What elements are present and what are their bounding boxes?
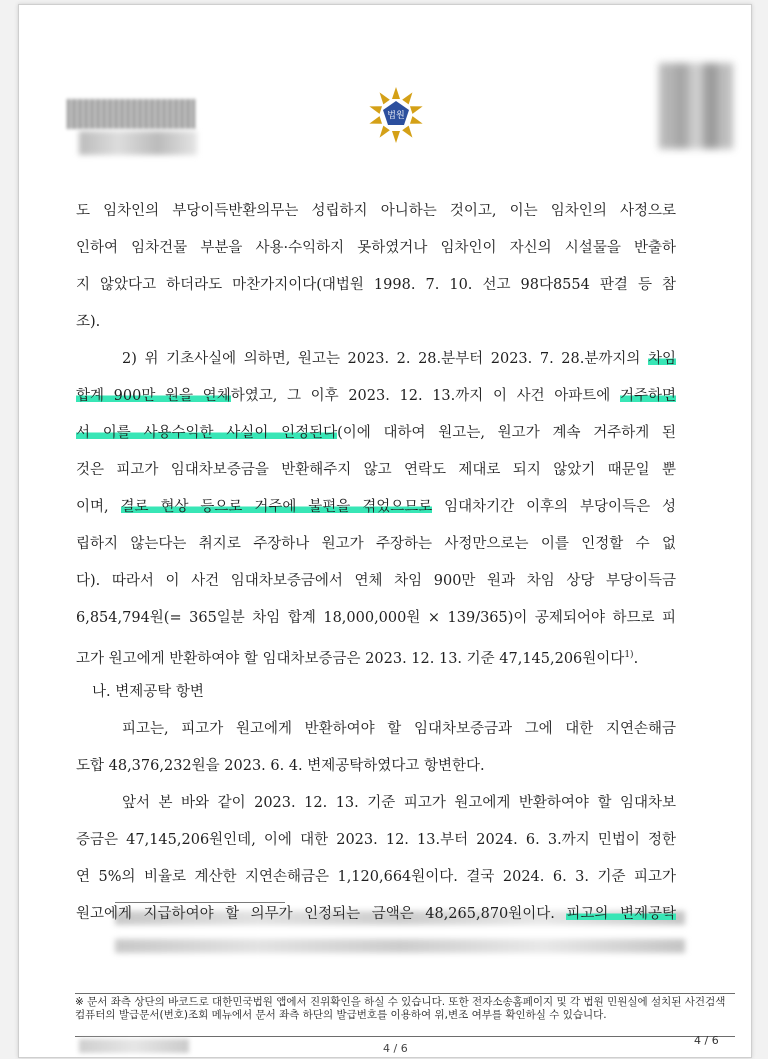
- highlighted-text: 서 이를 사용수익한 사실이 인정된다: [76, 425, 338, 441]
- text-span: 하였고, 그 이후 2023. 12. 13.까지 이 사건 아파트에: [230, 388, 620, 404]
- text-line: 다). 따라서 이 사건 임대차보증금에서 연체 차임 900만 원과 차임 상당 부당이득금: [76, 573, 676, 589]
- section-heading: 나. 변제공탁 항변: [92, 684, 204, 700]
- text-span: 임대차기간 이후의 부당이득은 성: [432, 499, 677, 515]
- highlighted-text: 합계 900만 원을 연체: [76, 388, 231, 404]
- text-span: (이에 대하여 원고는, 원고가 계속 거주하게 된: [337, 425, 676, 441]
- text-line: [76, 418, 676, 455]
- page-number: 4 / 6: [383, 1042, 408, 1055]
- text-line: [76, 492, 676, 529]
- text-line: 것은 피고가 임대차보증금을 반환해주지 않고 연락도 제대로 되지 않았기 때문일 뿐: [76, 462, 676, 478]
- court-emblem-icon: [364, 83, 428, 147]
- text-line: [76, 344, 676, 381]
- judgment-body: [76, 196, 676, 936]
- verification-barcode: [67, 99, 195, 129]
- text-span: .: [633, 650, 639, 667]
- text-line: [76, 899, 676, 936]
- highlighted-text: 결로 현상 등으로 거주에 불편을 겪었으므로: [120, 499, 433, 515]
- redacted-footnote-line: [115, 939, 685, 953]
- text-line: 조).: [76, 314, 101, 330]
- text-line: 지 않았다고 하더라도 마찬가지이다(대법원 1998. 7. 10. 선고 98다8554 판결 등 참: [76, 277, 676, 293]
- redacted-qr-code: [659, 63, 733, 149]
- highlighted-text: 피고의 변제공탁: [566, 906, 676, 922]
- redacted-document-id: [79, 131, 197, 155]
- text-line: 증금은 47,145,206원인데, 이에 대한 2023. 12. 13.부터 2024. 6. 3.까지 민법이 정한: [76, 832, 676, 848]
- text-span: 고가 원고에게 반환하여야 할 임대차보증금은 2023. 12. 13. 기준 47,145,206원이다: [76, 650, 625, 667]
- text-span: 원고에게 지급하여야 할 의무가 인정되는 금액은 48,265,870원이다.: [76, 906, 567, 922]
- text-span: 2) 위 기초사실에 의하면, 원고는 2023. 2. 28.분부터 2023. 7. 28.분까지의: [122, 351, 648, 367]
- text-line: [76, 640, 676, 677]
- text-line: 앞서 본 바와 같이 2023. 12. 13. 기준 피고가 원고에게 반환하여야 할 임대차보: [122, 795, 676, 811]
- redacted-issue-number: [79, 1039, 189, 1053]
- text-line: 도합 48,376,232원을 2023. 6. 4. 변제공탁하였다고 항변한다.: [76, 758, 485, 774]
- text-line: 도 임차인의 부당이득반환의무는 성립하지 아니하는 것이고, 이는 임차인의 사정으로: [76, 203, 676, 219]
- text-line: 6,854,794원(= 365일분 차임 합계 18,000,000원 × 139/365)이 공제되어야 하므로 피: [76, 610, 676, 626]
- highlighted-text: 거주하면: [619, 388, 676, 404]
- viewer-page-indicator: 4 / 6: [694, 1034, 719, 1047]
- authenticity-notice: ※ 문서 좌측 상단의 바코드로 대한민국법원 앱에서 진위확인을 하실 수 있습니다. 또한 전자소송홈페이지 및 각 법원 민원실에 설치된 사건검색 컴퓨터의 발급문서(번호)조회 메뉴에서 문서 좌측 하단의 발급번호를 이용하여 위,변조 여부를 확인하실 수 있습니다.: [75, 993, 735, 1037]
- highlighted-text: 차임: [647, 351, 676, 367]
- court-emblem-text: 법원: [387, 111, 405, 121]
- footnote-marker[interactable]: 1): [624, 650, 634, 660]
- text-span: 이며,: [76, 499, 121, 515]
- text-line: [76, 381, 676, 418]
- text-line: 립하지 않는다는 취지로 주장하나 원고가 주장하는 사정만으로는 이를 인정할 수 없: [76, 536, 676, 552]
- text-line: 인하여 임차건물 부분을 사용·수익하지 못하였거나 임차인이 자신의 시설물을 반출하: [76, 240, 676, 256]
- text-line: 연 5%의 비율로 계산한 지연손해금은 1,120,664원이다. 결국 2024. 6. 3. 기준 피고가: [76, 869, 676, 885]
- text-line: 피고는, 피고가 원고에게 반환하여야 할 임대차보증금과 그에 대한 지연손해금: [122, 721, 676, 737]
